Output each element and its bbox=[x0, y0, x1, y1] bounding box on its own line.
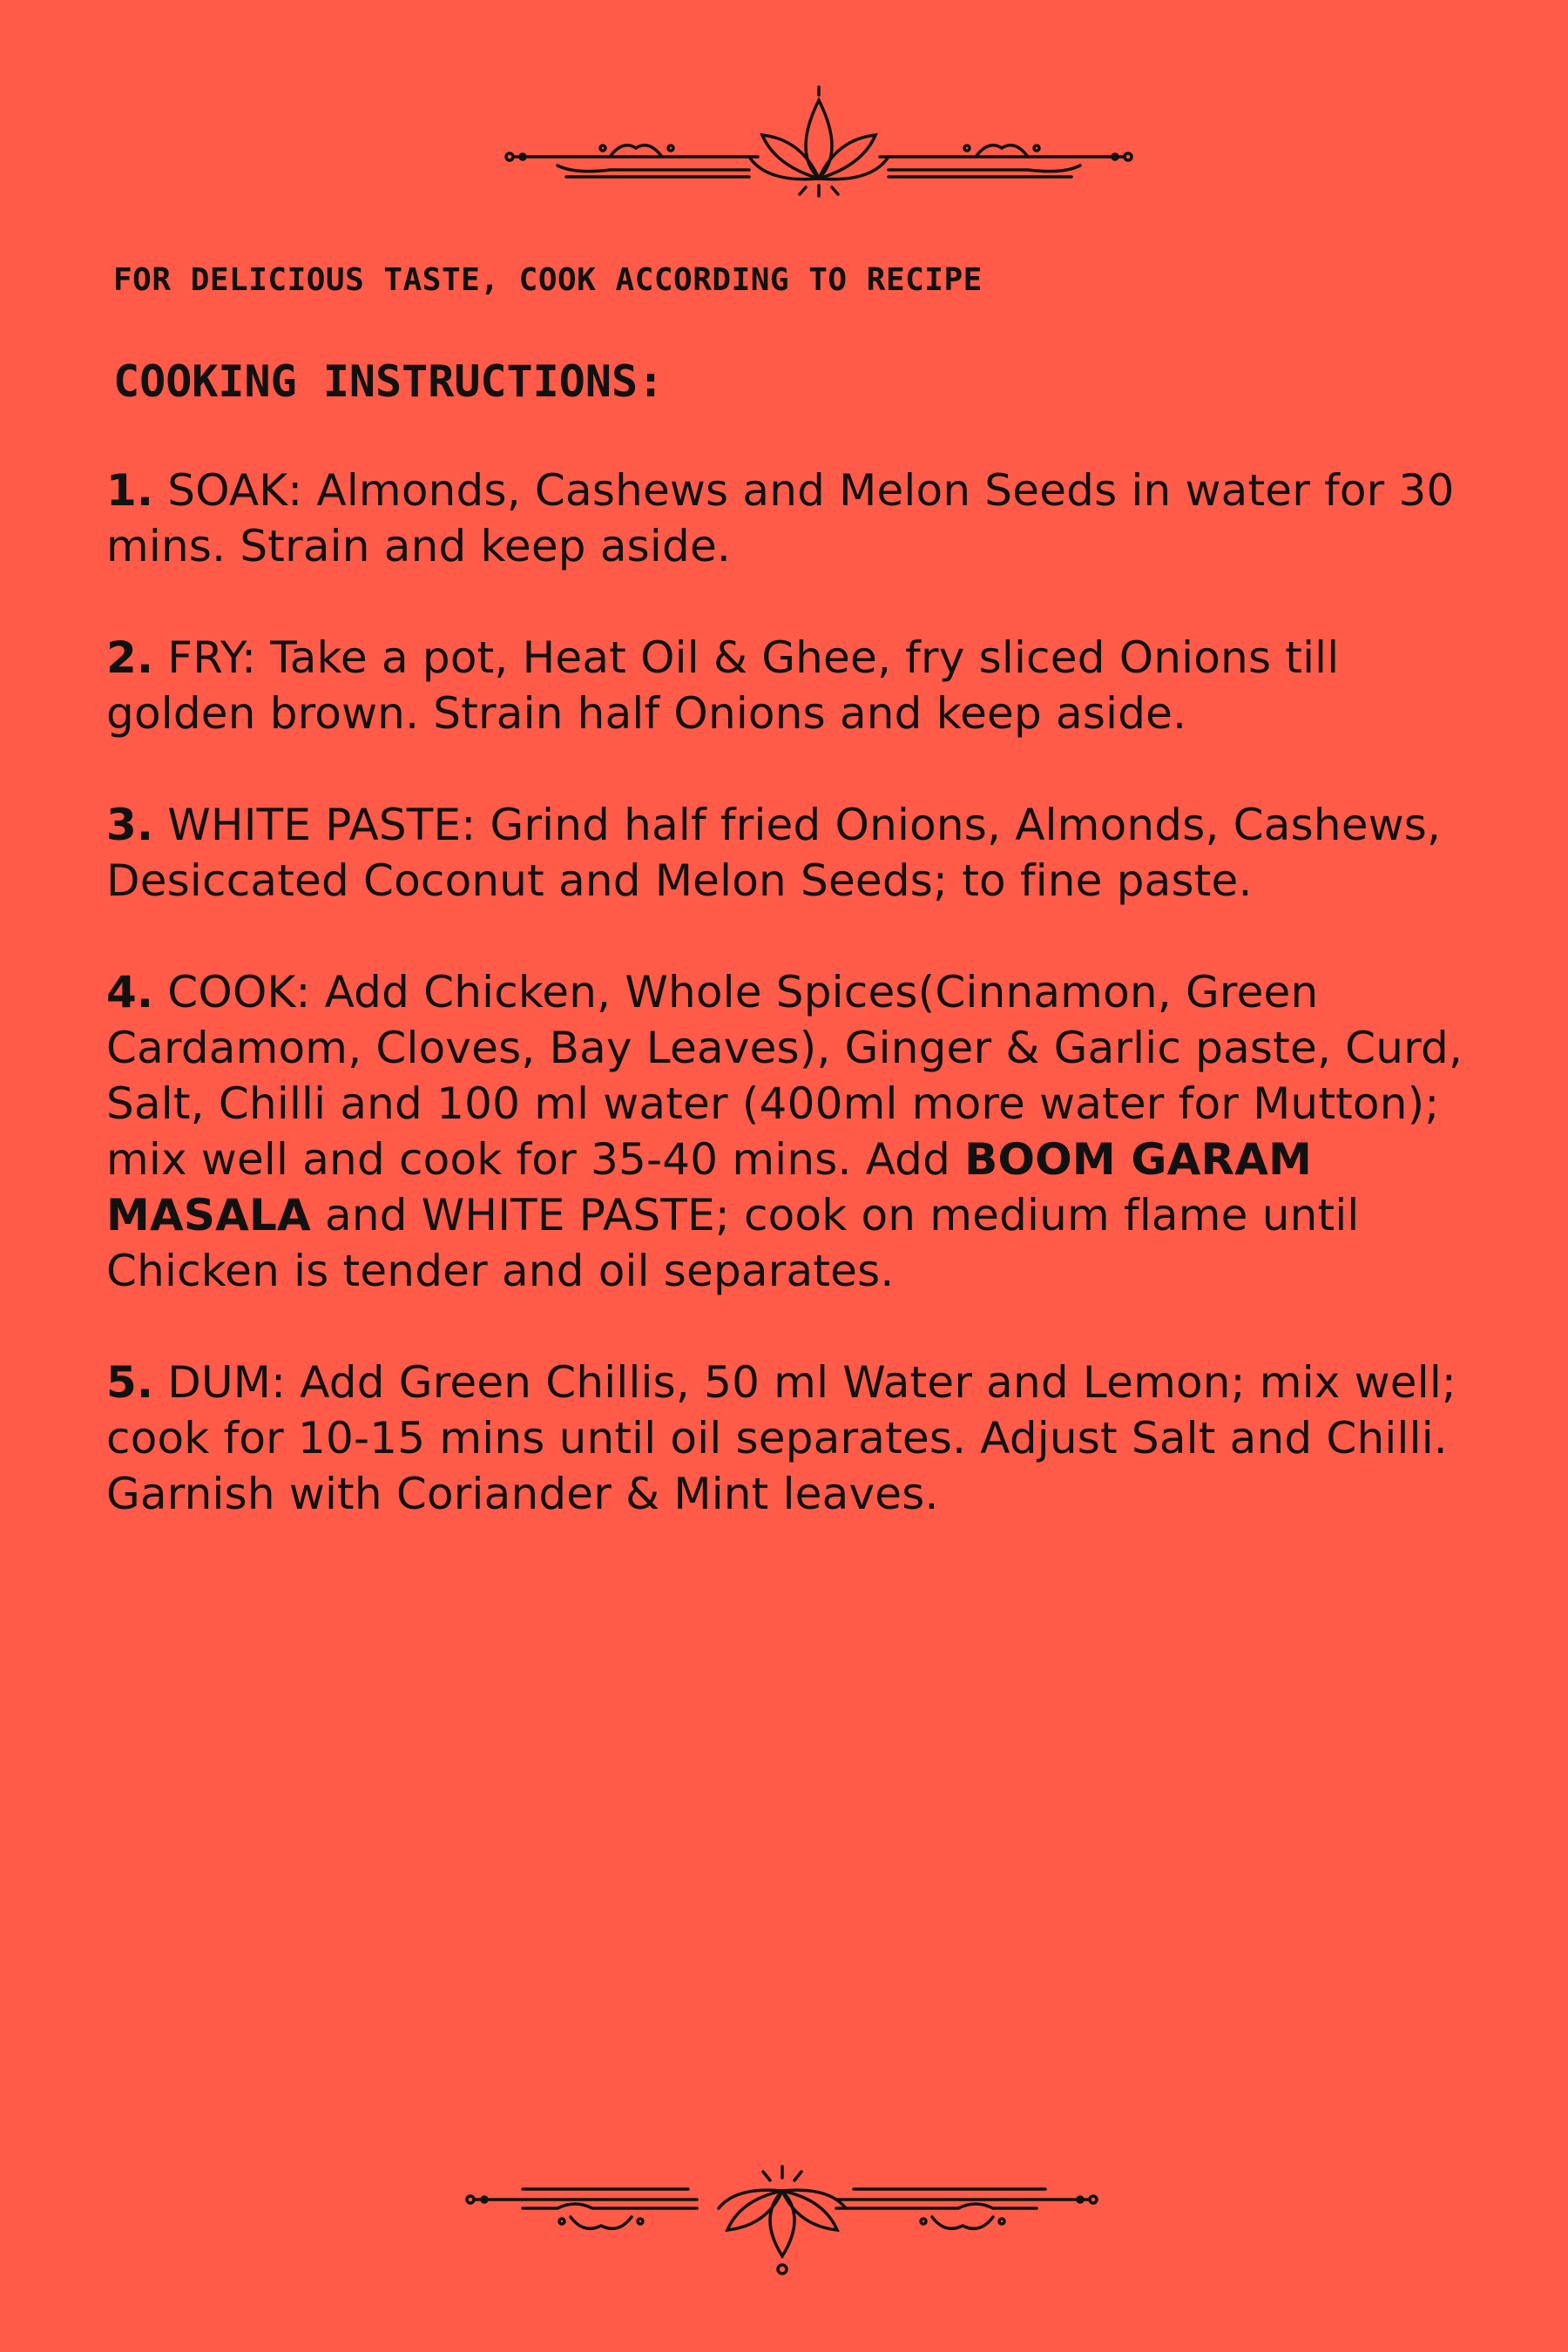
instruction-step-4 bbox=[106, 964, 1465, 1299]
step-text: WHITE PASTE: Grind half fried Onions, Almonds, Cashews, Desiccated Coconut and Melon Seeds; to fine paste. bbox=[106, 800, 1442, 906]
step-number: 5. bbox=[106, 1357, 154, 1408]
lotus-divider-icon bbox=[0, 83, 1568, 213]
instruction-step-5 bbox=[106, 1355, 1465, 1522]
step-number: 1. bbox=[106, 465, 154, 516]
top-ornament-divider bbox=[0, 83, 1568, 213]
instruction-step-1 bbox=[106, 463, 1465, 574]
cooking-instructions-heading: COOKING INSTRUCTIONS: bbox=[113, 356, 665, 407]
recipe-tagline: FOR DELICIOUS TASTE, COOK ACCORDING TO RECIPE bbox=[113, 262, 983, 298]
instructions-list bbox=[106, 463, 1465, 1578]
step-number: 2. bbox=[106, 632, 154, 683]
bottom-ornament-divider bbox=[0, 2147, 1568, 2278]
instruction-step-2 bbox=[106, 630, 1465, 741]
step-text: COOK: Add Chicken, Whole Spices(Cinnamon, Green Cardamom, Cloves, Bay Leaves), Ginger & Garlic paste, Curd, Salt, Chilli and 100 ml water (400ml more water for Mutton); mix well and cook for 35-40 mins. Add bbox=[106, 967, 1463, 1185]
step-text: FRY: Take a pot, Heat Oil & Ghee, fry sliced Onions till golden brown. Strain half Onions and keep aside. bbox=[106, 632, 1340, 739]
step-number: 4. bbox=[106, 967, 154, 1017]
instruction-step-3 bbox=[106, 797, 1465, 909]
step-text: SOAK: Almonds, Cashews and Melon Seeds in water for 30 mins. Strain and keep aside. bbox=[106, 465, 1455, 571]
lotus-divider-icon bbox=[0, 2147, 1568, 2278]
step-text: DUM: Add Green Chillis, 50 ml Water and Lemon; mix well; cook for 10-15 mins until oil separates. Adjust Salt and Chilli. Garnish with Coriander & Mint leaves. bbox=[106, 1357, 1456, 1519]
step-number: 3. bbox=[106, 800, 154, 850]
step-text: and WHITE PASTE; cook on medium flame until Chicken is tender and oil separates. bbox=[106, 1190, 1360, 1296]
brand-name: BOOM GARAM MASALA bbox=[106, 1134, 1313, 1240]
